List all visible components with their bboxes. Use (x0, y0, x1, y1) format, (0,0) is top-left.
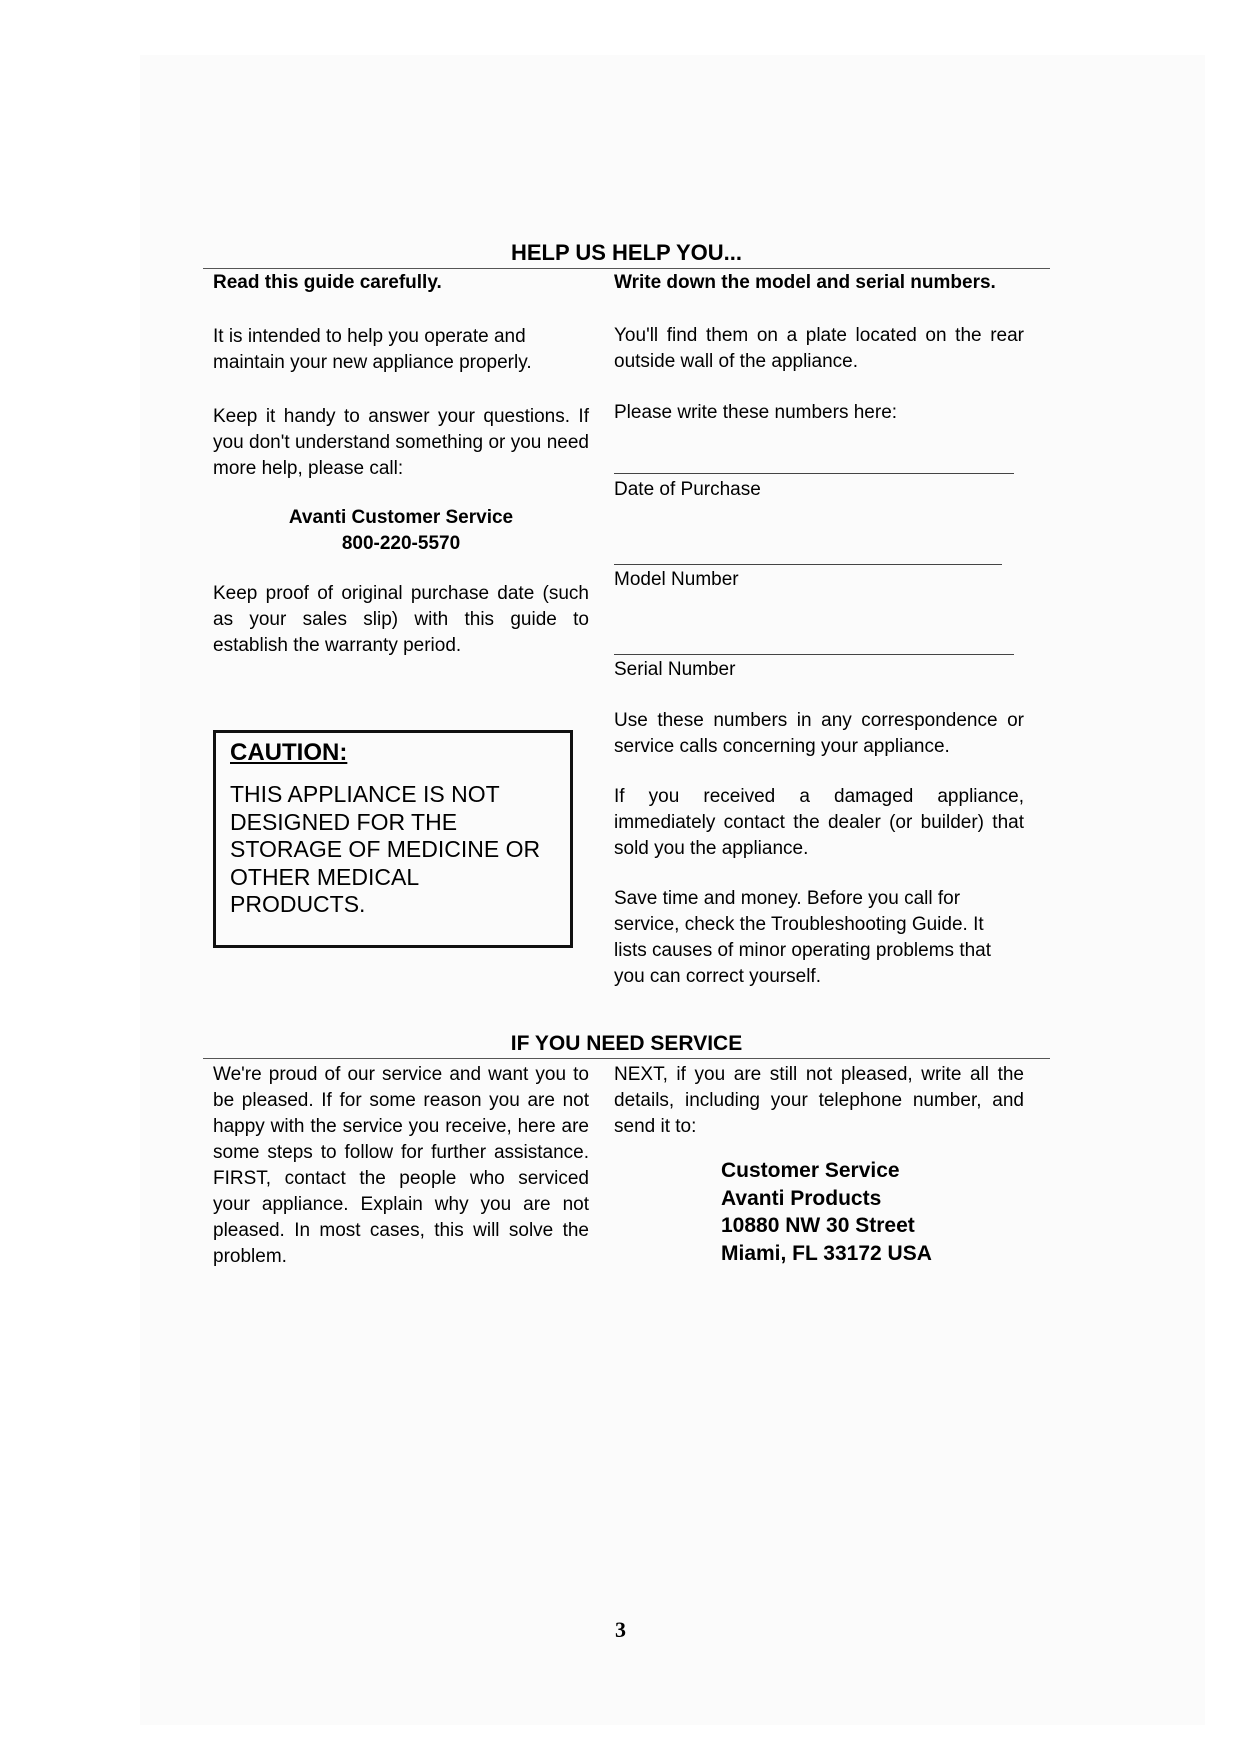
address-line-1: Customer Service (721, 1159, 900, 1182)
caution-box (213, 730, 573, 948)
page-number: 3 (615, 1617, 626, 1642)
write-numbers-text: Please write these numbers here: (614, 402, 898, 423)
read-guide-heading: Read this guide carefully. (213, 272, 442, 293)
proof-of-purchase-text: Keep proof of original purchase date (such as your sales slip) with this guide to establish the warranty period. (213, 583, 589, 656)
customer-service-phone: 800-220-5570 (341, 533, 461, 554)
caution-text: THIS APPLIANCE IS NOT DESIGNED FOR THE STORAGE OF MEDICINE OR OTHER MEDICAL PRODUCTS. (230, 781, 541, 917)
plate-location-text: You'll find them on a plate located on the rear outside wall of the appliance. (614, 325, 1024, 372)
use-numbers-text: Use these numbers in any correspondence or service calls concerning your appliance. (614, 710, 1024, 757)
damaged-appliance-text: If you received a damaged appliance, immediately contact the dealer (or builder) that sold you the appliance. (614, 786, 1024, 859)
write-details-text: NEXT, if you are still not pleased, write all the details, including your telephone number, and send it to: (614, 1064, 1024, 1137)
address-line-2: Avanti Products (721, 1186, 882, 1210)
keep-handy-text: Keep it handy to answer your questions. If you don't understand something or you need more help, please call: (213, 406, 589, 479)
service-section-rule (203, 1058, 1050, 1059)
model-number-line (614, 564, 1002, 565)
guide-purpose-text: It is intended to help you operate and maintain your new appliance properly. (213, 326, 532, 373)
service-steps-text: We're proud of our service and want you to be pleased. If for some reason you are not happy with the service you receive, here are some steps to follow for further assistance. FIRST, contact the people who serviced your appliance. Explain why you are not pleased. In most cases, this will solve the problem. (213, 1064, 589, 1267)
date-of-purchase-label: Date of Purchase (614, 479, 761, 500)
troubleshooting-text: Save time and money. Before you call for service, check the Troubleshooting Guide. It lists causes of minor operating problems that you can correct yourself. (614, 888, 992, 987)
address-line-4: Miami, FL 33172 USA (721, 1241, 932, 1265)
caution-title: CAUTION: (230, 739, 348, 766)
customer-service-name: Avanti Customer Service (288, 507, 514, 528)
help-section-rule (203, 268, 1050, 269)
mailing-address (721, 1157, 932, 1267)
serial-number-line (614, 654, 1014, 655)
model-number-label: Model Number (614, 569, 739, 590)
serial-number-label: Serial Number (614, 659, 736, 680)
date-of-purchase-line (614, 473, 1014, 474)
address-line-3: 10880 NW 30 Street (721, 1214, 915, 1237)
service-section-title: IF YOU NEED SERVICE (510, 1032, 743, 1055)
model-serial-heading: Write down the model and serial numbers. (614, 272, 996, 293)
help-section-title: HELP US HELP YOU... (510, 240, 743, 265)
